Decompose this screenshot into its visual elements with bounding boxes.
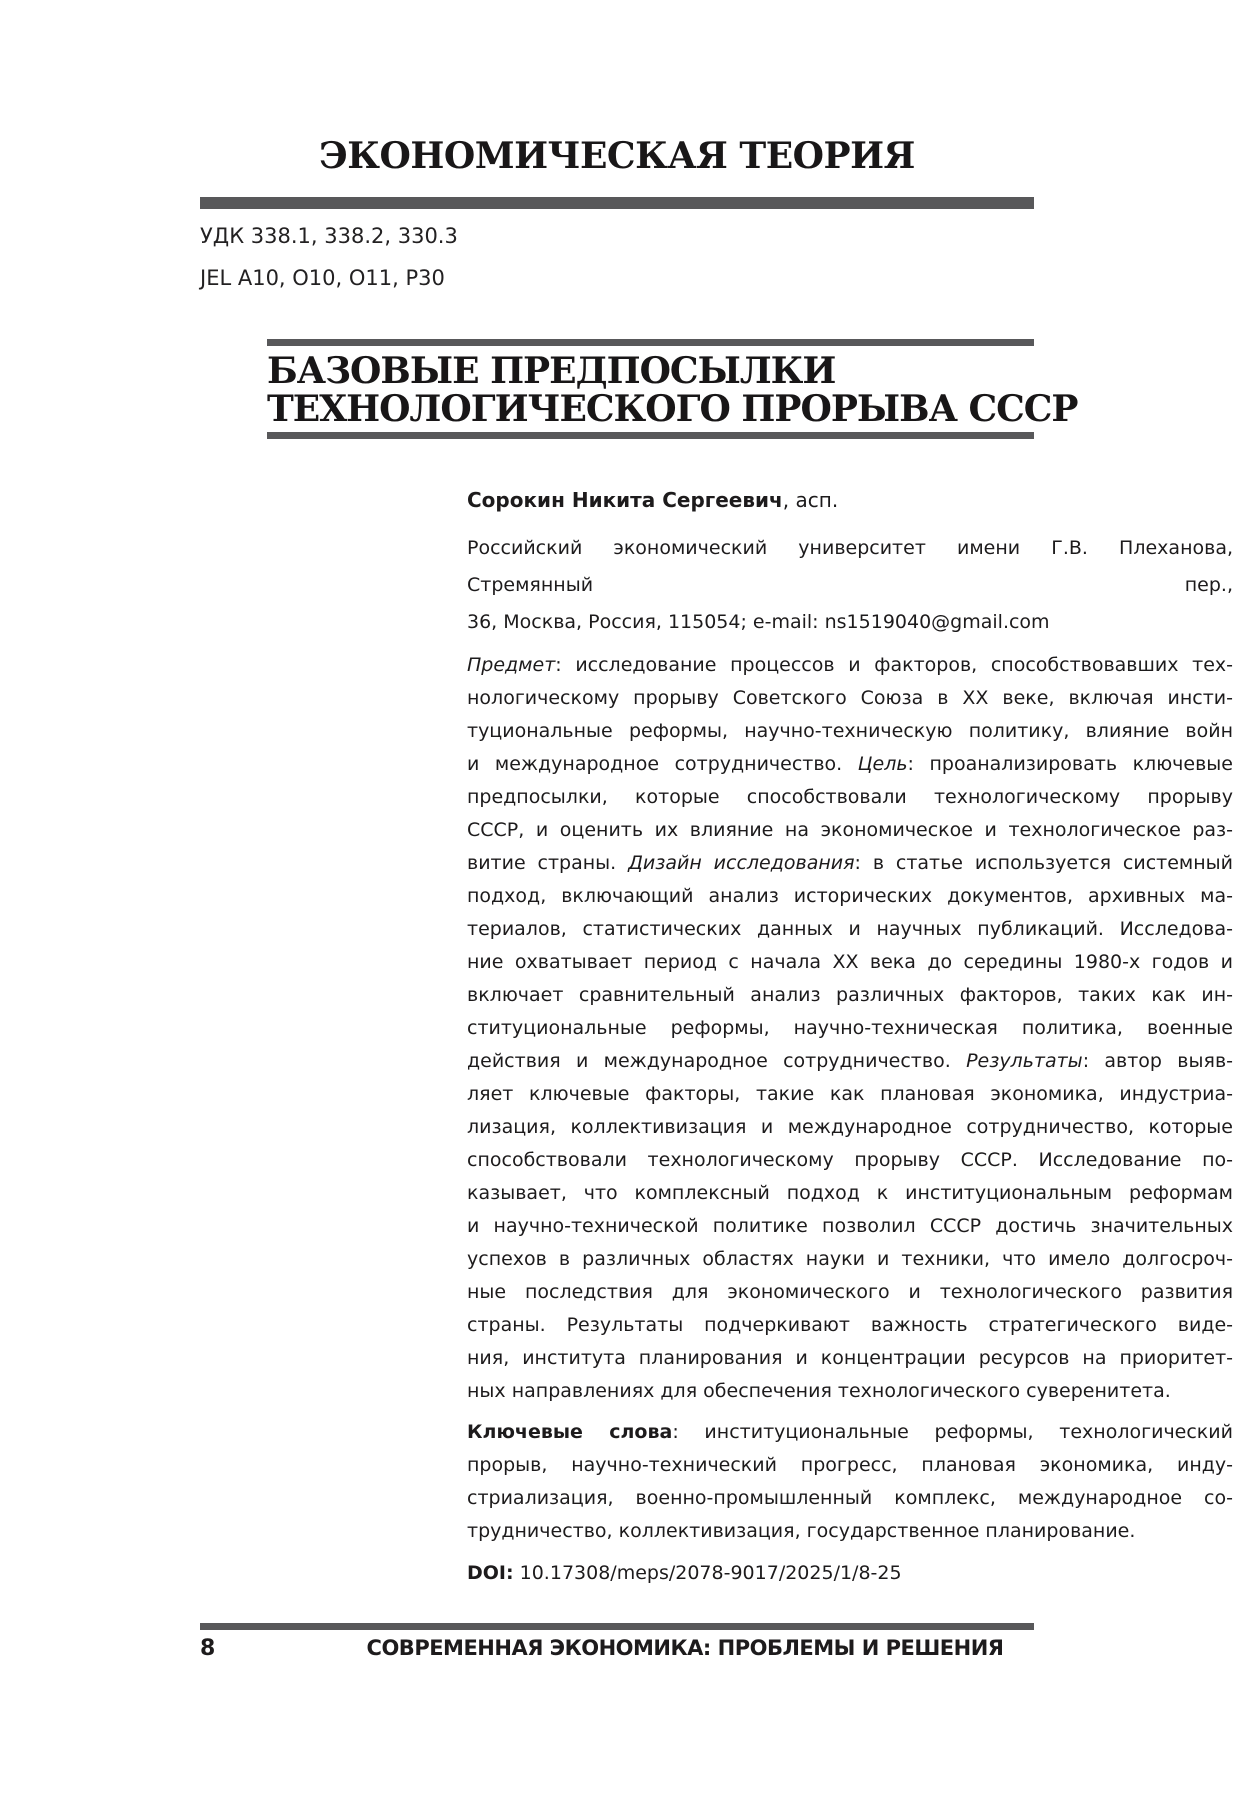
udk-code: УДК 338.1, 338.2, 330.3 xyxy=(200,224,458,248)
keywords xyxy=(467,1416,1233,1548)
text-line: прорыв, научно-технический прогресс, плановая экономика, инду- xyxy=(467,1454,1233,1476)
article-body xyxy=(467,486,1233,1588)
title-line-1: БАЗОВЫЕ ПРЕДПОСЫЛКИ xyxy=(267,350,836,392)
text-line: действия и международное сотрудничество. Результаты: автор выяв- xyxy=(467,1050,1233,1072)
affiliation xyxy=(467,530,1233,641)
section-header: ЭКОНОМИЧЕСКАЯ ТЕОРИЯ xyxy=(319,135,915,177)
footer-rule xyxy=(200,1623,1034,1630)
text-line: нологическому прорыву Советского Союза в XX веке, включая инсти- xyxy=(467,687,1233,709)
author-line xyxy=(467,486,1233,514)
jel-code: JEL A10, O10, O11, P30 xyxy=(200,266,445,290)
text-line: способствовали технологическому прорыву СССР. Исследование по- xyxy=(467,1149,1233,1171)
text-line: ных направлениях для обеспечения технологического суверенитета. xyxy=(467,1380,1171,1402)
text-line: успехов в различных областях науки и техники, что имело долгосроч- xyxy=(467,1248,1233,1270)
text-line: Российский экономический университет имени Г.В. Плеханова, Стремянный пер., xyxy=(467,537,1233,596)
title-rule-bottom xyxy=(267,432,1034,439)
page-footer xyxy=(200,1623,1034,1664)
text-line: стриализация, военно-промышленный комплекс, международное со- xyxy=(467,1487,1233,1509)
author-degree: , асп. xyxy=(782,488,839,512)
text-line: лизация, коллективизация и международное сотрудничество, которые xyxy=(467,1116,1233,1138)
abstract xyxy=(467,649,1233,1408)
article-meta xyxy=(200,215,1034,299)
page-content xyxy=(200,0,1233,1588)
text-line: витие страны. Дизайн исследования: в статье используется системный xyxy=(467,852,1233,874)
text-line: казывает, что комплексный подход к институциональным реформам xyxy=(467,1182,1233,1204)
text-line: 36, Москва, Россия, 115054; e-mail: ns1519040@gmail.com xyxy=(467,611,1050,633)
doi-line xyxy=(467,1558,1233,1588)
text-line: ния, института планирования и концентрации ресурсов на приоритет- xyxy=(467,1347,1233,1369)
text-line: СССР, и оценить их влияние на экономическое и технологическое раз- xyxy=(467,819,1233,841)
text-line: трудничество, коллективизация, государственное планирование. xyxy=(467,1520,1136,1542)
title-rule-top xyxy=(267,339,1034,346)
text-line: туциональные реформы, научно-техническую политику, влияние войн xyxy=(467,720,1233,742)
text-line: подход, включающий анализ исторических документов, архивных ма- xyxy=(467,885,1233,907)
journal-title: СОВРЕМЕННАЯ ЭКОНОМИКА: ПРОБЛЕМЫ И РЕШЕНИЯ xyxy=(366,1636,1004,1660)
text-line: териалов, статистических данных и научных публикаций. Исследова- xyxy=(467,918,1233,940)
doi-value: 10.17308/meps/2078-9017/2025/1/8-25 xyxy=(513,1562,902,1584)
header-rule xyxy=(200,197,1034,209)
text-line: ституциональные реформы, научно-техническая политика, военные xyxy=(467,1017,1233,1039)
text-line: ние охватывает период с начала XX века до середины 1980-х годов и xyxy=(467,951,1233,973)
page-number: 8 xyxy=(200,1636,216,1661)
text-line: Ключевые слова: институциональные реформы, технологический xyxy=(467,1421,1233,1443)
text-line: и международное сотрудничество. Цель: проанализировать ключевые xyxy=(467,753,1233,775)
text-line: включает сравнительный анализ различных факторов, таких как ин- xyxy=(467,984,1233,1006)
text-line: и научно-технической политике позволил СССР достичь значительных xyxy=(467,1215,1233,1237)
doi-label: DOI: xyxy=(467,1562,514,1584)
text-line: ные последствия для экономического и технологического развития xyxy=(467,1281,1233,1303)
text-line: предпосылки, которые способствовали технологическому прорыву xyxy=(467,786,1233,808)
page-title xyxy=(267,346,1078,432)
text-line: ляет ключевые факторы, такие как плановая экономика, индустриа- xyxy=(467,1083,1233,1105)
title-line-2: ТЕХНОЛОГИЧЕСКОГО ПРОРЫВА СССР xyxy=(267,388,1078,430)
text-line: Предмет: исследование процессов и факторов, способствовавших тех- xyxy=(467,654,1233,676)
author-name: Сорокин Никита Сергеевич xyxy=(467,488,783,512)
footer-row xyxy=(200,1633,1034,1664)
text-line: страны. Результаты подчеркивают важность стратегического виде- xyxy=(467,1314,1233,1336)
title-block xyxy=(267,339,1078,439)
